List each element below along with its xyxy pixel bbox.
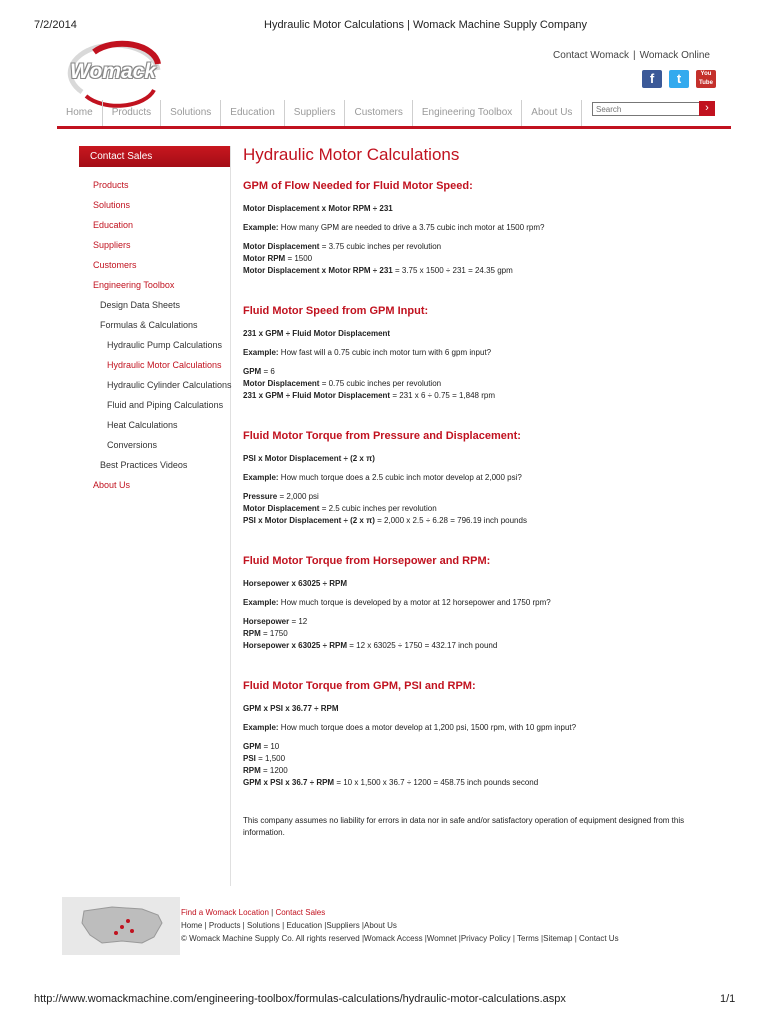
var-name: Motor Displacement	[243, 379, 320, 388]
womack-logo[interactable]	[62, 40, 176, 108]
sidebar-item-conversions[interactable]: Conversions	[107, 440, 158, 450]
var-name: 231 x GPM ÷ Fluid Motor Displacement	[243, 391, 391, 400]
sidebar-item-about-us[interactable]: About Us	[93, 480, 131, 490]
example-text: How much torque is developed by a motor at 12 horsepower and 1750 rpm?	[278, 598, 551, 607]
calc-section	[243, 430, 723, 540]
var-value: = 231 x 6 ÷ 0.75 = 1,848 rpm	[390, 391, 495, 400]
main-content	[243, 145, 723, 165]
var-value: = 0.75 cubic inches per revolution	[319, 379, 442, 388]
sidebar-item-design-data-sheets[interactable]: Design Data Sheets	[100, 300, 181, 310]
section-heading: Fluid Motor Torque from Pressure and Displacement:	[243, 430, 521, 442]
formula: GPM x PSI x 36.77 ÷ RPM	[243, 704, 339, 713]
var-value: = 1750	[260, 629, 288, 638]
contact-sales-button[interactable]: Contact Sales	[79, 146, 230, 167]
var-value: = 2,000 psi	[277, 492, 319, 501]
section-heading: Fluid Motor Torque from Horsepower and RPM:	[243, 555, 491, 567]
var-value: = 3.75 cubic inches per revolution	[319, 242, 442, 251]
example-text: How many GPM are needed to drive a 3.75 cubic inch motor at 1500 rpm?	[278, 223, 545, 232]
print-page-number: 1/1	[720, 993, 736, 1005]
var-name: RPM	[243, 766, 261, 775]
var-value: = 12	[289, 617, 308, 626]
sidebar-item-engineering-toolbox[interactable]: Engineering Toolbox	[93, 280, 175, 290]
var-value: = 3.75 x 1500 ÷ 231 = 24.35 gpm	[392, 266, 513, 275]
footer-link-contact-us[interactable]: Contact Us	[579, 934, 619, 943]
var-value: = 2,000 x 2.5 ÷ 6.28 = 796.19 inch pounds	[374, 516, 527, 525]
var-value: = 6	[261, 367, 275, 376]
formula: Horsepower x 63025 ÷ RPM	[243, 579, 347, 588]
sidebar-item-customers[interactable]: Customers	[93, 260, 137, 270]
example-text: How much torque does a motor develop at 1,200 psi, 1500 rpm, with 10 gpm input?	[278, 723, 577, 732]
footer-link-suppliers[interactable]: Suppliers	[326, 921, 360, 930]
copyright: © Womack Machine Supply Co. All rights reserved	[181, 934, 360, 943]
sidebar-item-best-practices-videos[interactable]: Best Practices Videos	[100, 460, 188, 470]
var-name: Horsepower	[243, 617, 290, 626]
section-heading: Fluid Motor Torque from GPM, PSI and RPM:	[243, 680, 476, 692]
top-links	[553, 50, 710, 61]
print-title: Hydraulic Motor Calculations | Womack Machine Supply Company	[264, 19, 588, 31]
example-text: How much torque does a 2.5 cubic inch motor develop at 2,000 psi?	[278, 473, 522, 482]
main-nav	[57, 100, 573, 126]
var-name: GPM	[243, 742, 262, 751]
footer-link-sitemap[interactable]: Sitemap	[543, 934, 573, 943]
sidebar-item-education[interactable]: Education	[93, 220, 134, 230]
nav-solutions[interactable]: Solutions	[161, 100, 221, 126]
var-value: = 1500	[285, 254, 313, 263]
sidebar-item-motor-calculations[interactable]: Hydraulic Motor Calculations	[107, 360, 222, 370]
page-title: Hydraulic Motor Calculations	[243, 145, 460, 164]
logo-wordmark: Womack	[70, 60, 156, 83]
var-value: = 10	[261, 742, 280, 751]
youtube-icon[interactable]: You Tube	[696, 70, 716, 88]
disclaimer-text: This company assumes no liability for errors in data nor in safe and/or satisfactory operation of equipment designed from this information.	[243, 816, 685, 837]
var-value: = 12 x 63025 ÷ 1750 = 432.17 inch pound	[347, 641, 498, 650]
var-value: = 1,500	[255, 754, 286, 763]
var-name: Motor Displacement	[243, 504, 320, 513]
var-value: = 10 x 1,500 x 36.7 ÷ 1200 = 458.75 inch pounds second	[334, 778, 539, 787]
formula: 231 x GPM ÷ Fluid Motor Displacement	[243, 329, 391, 338]
formula: PSI x Motor Displacement ÷ (2 x π)	[243, 454, 375, 463]
example-label: Example:	[243, 723, 279, 732]
nav-suppliers[interactable]: Suppliers	[285, 100, 346, 126]
twitter-icon[interactable]: t	[669, 70, 689, 88]
facebook-icon[interactable]: f	[642, 70, 662, 88]
find-location-link[interactable]: Find a Womack Location	[181, 908, 269, 917]
calc-section	[243, 680, 723, 800]
sidebar-item-suppliers[interactable]: Suppliers	[93, 240, 131, 250]
nav-customers[interactable]: Customers	[345, 100, 412, 126]
example-label: Example:	[243, 473, 279, 482]
sidebar-item-solutions[interactable]: Solutions	[93, 200, 131, 210]
example-label: Example:	[243, 348, 279, 357]
nav-engineering-toolbox[interactable]: Engineering Toolbox	[413, 100, 522, 126]
footer-link-womnet[interactable]: Womnet	[426, 934, 457, 943]
section-heading: Fluid Motor Speed from GPM Input:	[243, 305, 429, 317]
nav-divider	[57, 126, 731, 129]
womack-online-link[interactable]: Womack Online	[639, 50, 710, 61]
footer-contact-sales-link[interactable]: Contact Sales	[275, 908, 326, 917]
var-name: Horsepower x 63025 ÷ RPM	[243, 641, 347, 650]
calc-section	[243, 305, 723, 415]
formula: Motor Displacement x Motor RPM ÷ 231	[243, 204, 393, 213]
search-button[interactable]: ›	[699, 101, 715, 116]
footer-link-womack-access[interactable]: Womack Access	[364, 934, 423, 943]
sidebar-item-pump-calculations[interactable]: Hydraulic Pump Calculations	[107, 340, 223, 350]
calc-section	[243, 180, 723, 290]
sidebar-item-products[interactable]: Products	[93, 180, 129, 190]
footer-link-home[interactable]: Home	[181, 921, 203, 930]
nav-home[interactable]: Home	[57, 100, 103, 126]
sidebar-divider	[230, 146, 231, 886]
nav-about-us[interactable]: About Us	[522, 100, 582, 126]
section-heading: GPM of Flow Needed for Fluid Motor Speed:	[243, 180, 473, 192]
print-url: http://www.womackmachine.com/engineering-toolbox/formulas-calculations/hydraulic-motor-calculations.aspx	[34, 993, 566, 1005]
sidebar-item-formulas-calculations[interactable]: Formulas & Calculations	[100, 320, 198, 330]
us-map-image[interactable]	[62, 897, 180, 955]
var-name: Motor Displacement	[243, 242, 320, 251]
var-name: RPM	[243, 629, 261, 638]
footer-link-education[interactable]: Education	[286, 921, 323, 930]
sidebar-item-fluid-piping-calculations[interactable]: Fluid and Piping Calculations	[107, 400, 224, 410]
var-value: = 1200	[260, 766, 288, 775]
example-label: Example:	[243, 223, 279, 232]
nav-products[interactable]: Products	[103, 100, 161, 126]
footer-link-privacy[interactable]: Privacy Policy	[460, 934, 511, 943]
footer-link-about-us[interactable]: About Us	[364, 921, 397, 930]
footer: Find a Womack Location | Contact Sales Home | Products | Solutions | Education |Suppliers |About Us © Womack Machine Supply Co. All rights reserved |Womack Access |Womnet |Privacy Policy | Terms |Sitemap | Contact Us	[181, 908, 619, 943]
nav-education[interactable]: Education	[221, 100, 284, 126]
sidebar-item-heat-calculations[interactable]: Heat Calculations	[107, 420, 178, 430]
calc-section	[243, 555, 723, 665]
search-input[interactable]	[592, 102, 704, 116]
var-name: Pressure	[243, 492, 278, 501]
footer-link-terms[interactable]: Terms	[517, 934, 539, 943]
top-links-separator: |	[632, 50, 636, 61]
var-value: = 2.5 cubic inches per revolution	[319, 504, 437, 513]
var-name: Motor Displacement x Motor RPM ÷ 231	[243, 266, 393, 275]
print-date: 7/2/2014	[34, 19, 77, 31]
contact-womack-link[interactable]: Contact Womack	[553, 50, 629, 61]
example-label: Example:	[243, 598, 279, 607]
footer-link-solutions[interactable]: Solutions	[246, 921, 280, 930]
var-name: PSI	[243, 754, 256, 763]
example-text: How fast will a 0.75 cubic inch motor turn with 6 gpm input?	[278, 348, 492, 357]
footer-link-products[interactable]: Products	[208, 921, 241, 930]
var-name: GPM x PSI x 36.7 ÷ RPM	[243, 778, 335, 787]
var-name: GPM	[243, 367, 262, 376]
var-name: PSI x Motor Displacement ÷ (2 x π)	[243, 516, 375, 525]
var-name: Motor RPM	[243, 254, 286, 263]
sidebar-item-cylinder-calculations[interactable]: Hydraulic Cylinder Calculations	[107, 380, 232, 390]
